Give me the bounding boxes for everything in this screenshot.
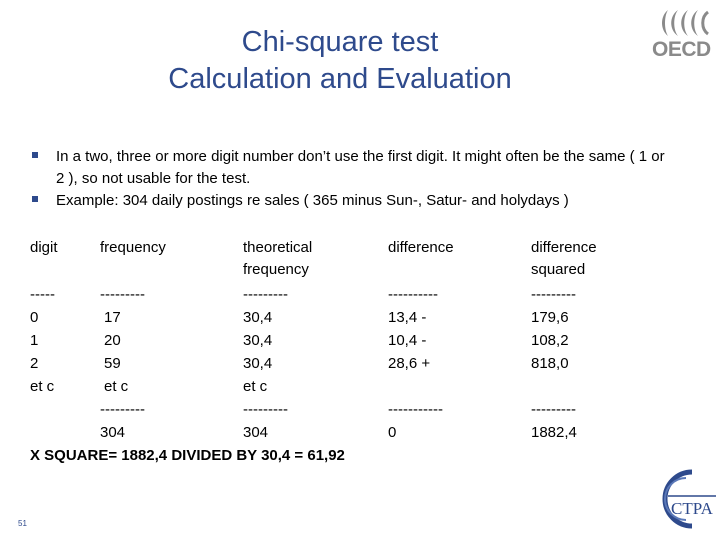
header-difference-squared-2: squared	[531, 261, 586, 278]
table-cell: et c	[30, 378, 55, 395]
table-cell: 30,4	[243, 332, 273, 349]
total-cell: 0	[388, 424, 397, 441]
ctpa-logo-text: CTPA	[671, 499, 713, 518]
table-cell: et c	[104, 378, 129, 395]
table-cell: 30,4	[243, 355, 273, 372]
table-cell: 13,4 -	[388, 309, 427, 326]
table-cell: 2	[30, 355, 39, 372]
separator: ---------	[100, 286, 145, 303]
total-cell: 304	[100, 424, 126, 441]
table-cell: 818,0	[531, 355, 569, 372]
table-cell: 0	[30, 309, 39, 326]
bullet-square-icon	[32, 196, 38, 202]
total-cell: 304	[243, 424, 269, 441]
bullet-item	[30, 146, 670, 190]
table-cell: 30,4	[243, 309, 273, 326]
total-cell: 1882,4	[531, 424, 577, 441]
bullet-item	[30, 190, 670, 212]
slide-title-line2: Calculation and Evaluation	[168, 63, 512, 95]
header-frequency: frequency	[100, 239, 166, 256]
slide-title-line1: Chi-square test	[241, 26, 439, 58]
table-cell: 108,2	[531, 332, 569, 349]
table-cell: 1	[30, 332, 39, 349]
table-cell: 179,6	[531, 309, 569, 326]
table-cell: 59	[104, 355, 121, 372]
header-theoretical-frequency: frequency	[243, 261, 309, 278]
separator: -----	[30, 286, 55, 303]
total-separator: -----------	[388, 401, 443, 418]
total-separator: ---------	[531, 401, 576, 418]
total-separator: ---------	[100, 401, 145, 418]
separator: ----------	[388, 286, 438, 303]
header-difference-squared-1: difference	[531, 239, 597, 256]
table-cell: et c	[243, 378, 268, 395]
bullet-text: Example: 304 daily postings re sales ( 365 minus Sun-, Satur- and holydays )	[56, 192, 569, 209]
bullet-list	[30, 146, 670, 212]
table-cell: 20	[104, 332, 121, 349]
separator: ---------	[243, 286, 288, 303]
ctpa-logo-icon	[652, 466, 718, 532]
separator: ---------	[531, 286, 576, 303]
header-theoretical: theoretical	[243, 239, 313, 256]
table-cell: 17	[104, 309, 121, 326]
oecd-logo-text: OECD	[652, 38, 711, 61]
chi-square-summary: X SQUARE= 1882,4 DIVIDED BY 30,4 = 61,92	[30, 447, 345, 464]
header-digit: digit	[30, 239, 58, 256]
header-difference: difference	[388, 239, 454, 256]
page-number: 51	[18, 519, 27, 528]
table-cell: 28,6 +	[388, 355, 431, 372]
total-separator: ---------	[243, 401, 288, 418]
bullet-square-icon	[32, 152, 38, 158]
table-cell: 10,4 -	[388, 332, 427, 349]
bullet-text: In a two, three or more digit number don’t use the first digit. It might often be the same ( 1 or 2 ), so not usable for the test.	[56, 148, 665, 187]
